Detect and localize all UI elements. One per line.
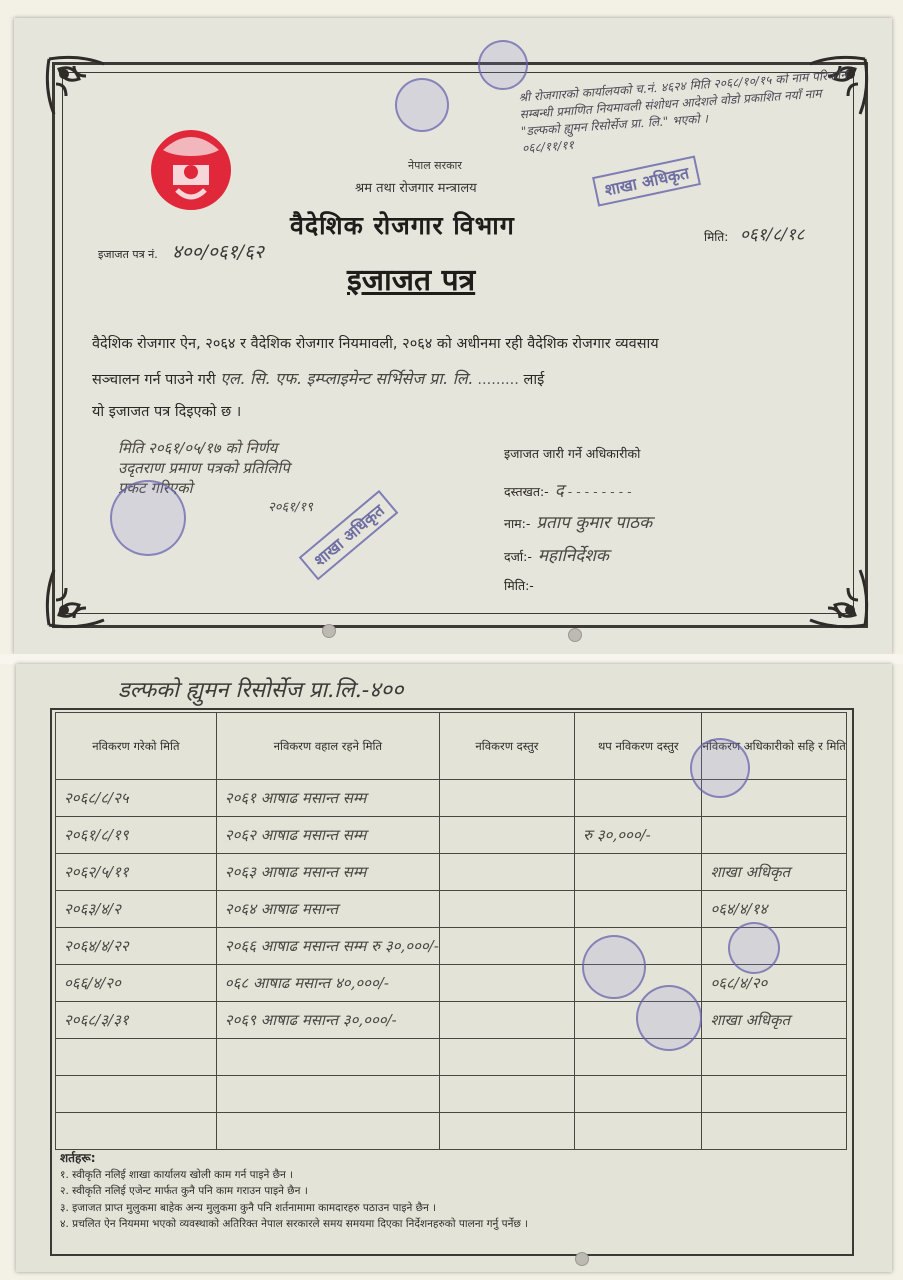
column-header: नविकरण गरेको मिति [56,713,217,780]
term-item: २. स्वीकृति नलिई एजेन्ट मार्फत कुनै पनि काम गराउन पाइने छैन । [60,1185,308,1197]
table-cell [439,1113,574,1150]
table-cell [702,1076,847,1113]
post-value: महानिर्देशक [537,546,609,566]
office-seal-icon [478,40,528,90]
date-value: ०६१/८/१८ [740,225,805,245]
table-cell: ०६६/४/२० [56,965,217,1002]
table-cell [575,891,702,928]
permit-body-line-1: वैदेशिक रोजगार ऐन, २०६४ र वैदेशिक रोजगार नियमावली, २०६४ को अधीनमा रही वैदेशिक रोजगार व्यवसाय [92,336,659,352]
table-cell [439,854,574,891]
table-cell [216,1076,439,1113]
table-cell: २०६८/८/२५ [56,780,217,817]
signature-value: द [554,481,564,501]
term-item: १. स्वीकृति नलिई शाखा कार्यालय खोली काम गर्न पाइने छैन । [60,1168,294,1181]
table-cell [702,1113,847,1150]
table-row [56,1039,847,1076]
permit-number-value: ४००/०६१/६२ [172,241,264,263]
table-cell [439,928,574,965]
body-line-2-prefix: सञ्चालन गर्न पाउने गरी [92,372,216,388]
table-cell [439,817,574,854]
column-header: थप नविकरण दस्तुर [575,713,702,780]
table-cell: २०६४ आषाढ मसान्त [216,891,439,928]
table-row [56,1076,847,1113]
decision-note-line: मिति २०६१/०५/१७ को निर्णय [118,439,278,457]
punch-hole [575,1252,589,1266]
table-row [56,1113,847,1150]
table-cell [575,1113,702,1150]
table-cell: २०६३ आषाढ मसान्त सम्म [216,854,439,891]
table-cell: २०६२/५/११ [56,854,217,891]
table-cell: २०६१ आषाढ मसान्त सम्म [216,780,439,817]
date-label: मिति: [704,230,729,244]
table-row [56,854,847,891]
term-item: ४. प्रचलित ऐन नियममा भएको व्यवस्थाको अतिरिक्त नेपाल सरकारले समय समयमा दिएका निर्देशनहरुको पालना गर्नु पर्नेछ । [60,1218,529,1230]
office-seal-icon [636,985,702,1051]
table-cell: रु ३०,०००/- [575,817,702,854]
table-cell: २०६८/३/३१ [56,1002,217,1039]
decision-note-line: प्रकट गरिएको [118,479,193,497]
table-cell [56,1076,217,1113]
page-separator [0,654,903,664]
permit-body-line-2 [92,367,544,389]
table-cell: २०६३/४/२ [56,891,217,928]
table-cell [56,1039,217,1076]
table-row [56,891,847,928]
table-row [56,965,847,1002]
table-cell [575,1076,702,1113]
table-cell: २०६६ आषाढ मसान्त सम्म रु ३०,०००/- [216,928,439,965]
table-cell [216,1113,439,1150]
name-change-note-text: श्री रोजगारको कार्यालयको च.नं. ४६२४ मिति २०६८/१०/१५ को नाम परिवर्तन सम्बन्धी प्रमाणित नियमावली संशोधन आदेशले वोडो प्रकाशित नयाँ नाम "डल्फको ह्युमन रिसोर्सेज प्रा. लि." भएको । [518,67,848,139]
table-cell [439,1076,574,1113]
corner-ornament-icon [800,560,870,630]
table-cell [439,1002,574,1039]
table-cell: शाखा अधिकृत [702,1002,847,1039]
decision-sign-date: २०६१/१९ [268,500,313,515]
terms-section [60,1150,528,1233]
table-cell [216,1039,439,1076]
ministry-name: श्रम तथा रोजगार मन्त्रालय [355,181,477,196]
office-seal-icon [690,738,750,798]
officer-stamp: शाखा अधिकृत [592,155,701,206]
table-cell [439,780,574,817]
office-seal-icon [582,935,646,999]
table-cell: ०६८ आषाढ मसान्त ४०,०००/- [216,965,439,1002]
dotted-fill: ......... [477,372,519,388]
office-seal-icon [395,78,449,132]
table-cell [439,1039,574,1076]
terms-title: शर्तहरू: [60,1151,96,1165]
office-seal-icon [110,480,186,556]
table-cell: २०६१/८/१९ [56,817,217,854]
renewal-page-heading: डल्फको ह्युमन रिसोर्सेज प्रा.लि.-४०० [118,678,404,703]
officer-stamp: शाखा अधिकृत [299,490,399,581]
punch-hole [322,624,336,638]
table-cell: ०६४/४/१४ [702,891,847,928]
government-label: नेपाल सरकार [408,159,462,172]
corner-ornament-icon [44,54,114,124]
table-cell [702,817,847,854]
table-row [56,817,847,854]
office-seal-icon [728,922,780,974]
decision-note-line: उदृतराण प्रमाण पत्रको प्रतिलिपि [118,459,290,477]
issuer-label: इजाजत जारी गर्ने अधिकारीको [504,446,641,461]
table-cell [56,1113,217,1150]
corner-ornament-icon [44,560,114,630]
post-label: दर्जा:- [504,549,532,564]
table-cell [439,891,574,928]
permit-title: इजाजत पत्र [347,263,476,298]
table-cell: २०६४/४/२२ [56,928,217,965]
permit-body-line-3: यो इजाजत पत्र दिइएको छ । [92,404,242,420]
table-row [56,1002,847,1039]
permit-number-label: इजाजत पत्र नं. [98,248,158,261]
column-header: नविकरण अधिकारीको सहि र मिति [702,713,847,780]
table-cell: २०६२ आषाढ मसान्त सम्म [216,817,439,854]
nepal-emblem-icon [143,120,239,216]
table-cell: शाखा अधिकृत [702,854,847,891]
column-header: नविकरण दस्तुर [439,713,574,780]
table-cell: २०६९ आषाढ मसान्त ३०,०००/- [216,1002,439,1039]
term-item: ३. इजाजत प्राप्त मुलुकमा बाहेक अन्य मुलुकमा कुनै पनि शर्तनामामा कामदारहरु पठाउन पाइने छैन । [60,1201,437,1214]
signature-row: दस्तखत:- द - - - - - - - - [504,481,632,501]
name-change-note-date: ०६८/११/११ [521,137,575,156]
department-title: वैदेशिक रोजगार विभाग [290,211,515,240]
body-line-2-suffix: लाई [523,372,545,388]
name-value: प्रताप कुमार पाठक [536,513,653,533]
column-header: नविकरण वहाल रहने मिति [216,713,439,780]
table-cell [575,854,702,891]
name-row [504,510,652,533]
table-cell: ०६८/४/२० [702,965,847,1002]
table-cell [439,965,574,1002]
punch-hole [568,628,582,642]
date2-label: मिति:- [504,578,534,593]
signature-label: दस्तखत:- [504,484,549,499]
name-label: नाम:- [504,516,531,531]
company-name: एल. सि. एफ. इम्प्लाइमेन्ट सर्भिसेज प्रा. लि. [220,369,473,388]
table-cell [575,780,702,817]
table-cell [702,1039,847,1076]
post-row [504,543,609,566]
